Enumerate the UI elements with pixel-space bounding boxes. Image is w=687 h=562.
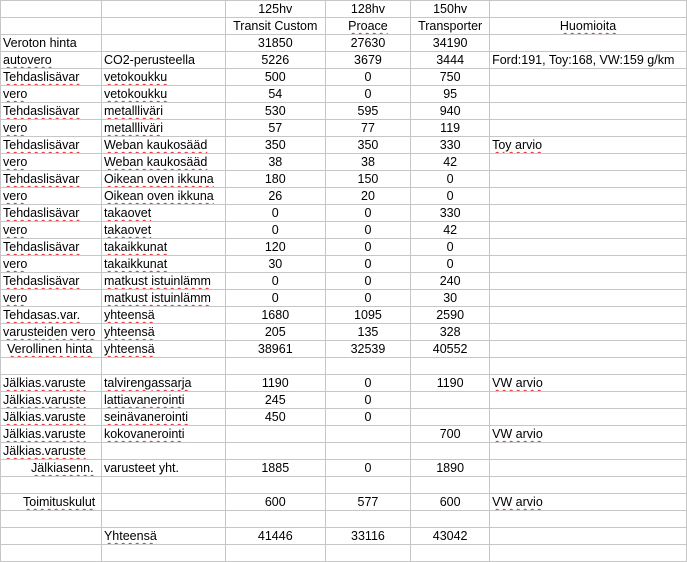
table-row xyxy=(1,494,687,511)
cell-e[interactable]: 42 xyxy=(411,222,490,239)
cell-d[interactable] xyxy=(325,443,411,460)
cell-d[interactable] xyxy=(325,477,411,494)
header-cell-d2[interactable]: Proace xyxy=(325,18,411,35)
cell-b[interactable] xyxy=(101,358,225,375)
cell-c[interactable]: 41446 xyxy=(225,528,325,545)
cell-e[interactable] xyxy=(411,477,490,494)
table-row xyxy=(1,171,687,188)
cell[interactable] xyxy=(1,1,102,18)
header-row-1 xyxy=(1,1,687,18)
cell-a[interactable]: Jälkias.varuste xyxy=(1,375,102,392)
cell-c[interactable]: 450 xyxy=(225,409,325,426)
cell-b[interactable]: seinävanerointi xyxy=(101,409,225,426)
cell-b[interactable] xyxy=(101,511,225,528)
cell-d[interactable] xyxy=(325,426,411,443)
cell-d[interactable]: 0 xyxy=(325,392,411,409)
cell-d[interactable]: 0 xyxy=(325,205,411,222)
cell-e[interactable]: 42 xyxy=(411,154,490,171)
cell-f[interactable] xyxy=(490,256,687,273)
cell-e[interactable] xyxy=(411,545,490,562)
cell-b[interactable] xyxy=(101,494,225,511)
cell-a[interactable]: Tehdaslisävar xyxy=(1,205,102,222)
cell-b[interactable]: takaikkunat xyxy=(101,256,225,273)
cell-d[interactable]: 350 xyxy=(325,137,411,154)
cell-a[interactable]: vero xyxy=(1,188,102,205)
cell-b[interactable]: kokovanerointi xyxy=(101,426,225,443)
cell-c[interactable]: 1680 xyxy=(225,307,325,324)
cell-d[interactable]: 150 xyxy=(325,171,411,188)
cell-b[interactable] xyxy=(101,545,225,562)
cell-a[interactable]: vero xyxy=(1,86,102,103)
cell-c[interactable] xyxy=(225,545,325,562)
cell-f[interactable]: VW arvio xyxy=(490,426,687,443)
table-row xyxy=(1,307,687,324)
cell-a[interactable]: vero xyxy=(1,256,102,273)
table-row xyxy=(1,222,687,239)
cell-e[interactable] xyxy=(411,358,490,375)
table-row xyxy=(1,358,687,375)
cell-f[interactable] xyxy=(490,290,687,307)
cell-a[interactable]: Tehdaslisävar xyxy=(1,137,102,154)
cell-b[interactable]: vetokoukku xyxy=(101,69,225,86)
cell-a[interactable]: Veroton hinta xyxy=(1,35,102,52)
cell-e[interactable]: 43042 xyxy=(411,528,490,545)
cell-a[interactable]: autovero xyxy=(1,52,102,69)
cell-e[interactable]: 0 xyxy=(411,188,490,205)
table-row xyxy=(1,86,687,103)
cell-b[interactable]: matkust istuinlämm xyxy=(101,273,225,290)
cell-e[interactable]: 240 xyxy=(411,273,490,290)
cell-a[interactable] xyxy=(1,477,102,494)
cell-b[interactable] xyxy=(101,477,225,494)
cell-c[interactable]: 30 xyxy=(225,256,325,273)
cell-f[interactable] xyxy=(490,273,687,290)
cell-c[interactable]: 0 xyxy=(225,273,325,290)
cell-e[interactable]: 119 xyxy=(411,120,490,137)
cell-a[interactable]: Tehdaslisävar xyxy=(1,239,102,256)
cell-c[interactable]: 350 xyxy=(225,137,325,154)
cell-f[interactable] xyxy=(490,69,687,86)
cell-c[interactable]: 500 xyxy=(225,69,325,86)
cell-d[interactable]: 595 xyxy=(325,103,411,120)
cell-b[interactable] xyxy=(101,35,225,52)
cell-b[interactable] xyxy=(101,443,225,460)
cell-b[interactable]: metallliväri xyxy=(101,103,225,120)
header-cell-d1[interactable]: 128hv xyxy=(325,1,411,18)
table-row xyxy=(1,256,687,273)
cell-d[interactable]: 33116 xyxy=(325,528,411,545)
header-cell-f2[interactable]: Huomioita xyxy=(490,18,687,35)
cell[interactable] xyxy=(490,1,687,18)
cell-f[interactable] xyxy=(490,120,687,137)
cell-b[interactable]: CO2-perusteella xyxy=(101,52,225,69)
cell-e[interactable]: 0 xyxy=(411,171,490,188)
cell-d[interactable] xyxy=(325,545,411,562)
cell-f[interactable] xyxy=(490,171,687,188)
cell-e[interactable]: 1190 xyxy=(411,375,490,392)
cell-f[interactable] xyxy=(490,86,687,103)
cell-e[interactable]: 750 xyxy=(411,69,490,86)
cell-b[interactable]: varusteet yht. xyxy=(101,460,225,477)
cell-c[interactable]: 5226 xyxy=(225,52,325,69)
cell-f[interactable]: Toy arvio xyxy=(490,137,687,154)
cell-e[interactable]: 34190 xyxy=(411,35,490,52)
cell-a[interactable]: Tehdaslisävar xyxy=(1,273,102,290)
cell-b[interactable]: Weban kaukosääd xyxy=(101,137,225,154)
cell-b[interactable]: metallliväri xyxy=(101,120,225,137)
cell-f[interactable] xyxy=(490,511,687,528)
table-row xyxy=(1,443,687,460)
cell-c[interactable]: 245 xyxy=(225,392,325,409)
cell-c[interactable]: 54 xyxy=(225,86,325,103)
cell-a[interactable]: varusteiden vero xyxy=(1,324,102,341)
cell-f[interactable] xyxy=(490,222,687,239)
cell-c[interactable]: 0 xyxy=(225,205,325,222)
cell-f[interactable] xyxy=(490,545,687,562)
cell-c[interactable] xyxy=(225,511,325,528)
cell-b[interactable]: takaikkunat xyxy=(101,239,225,256)
cell-b[interactable]: talvirengassarja xyxy=(101,375,225,392)
cell[interactable] xyxy=(1,18,102,35)
cell-d[interactable]: 135 xyxy=(325,324,411,341)
header-row-2 xyxy=(1,18,687,35)
header-cell-c1[interactable]: 125hv xyxy=(225,1,325,18)
cell-e[interactable]: 0 xyxy=(411,239,490,256)
cell-b[interactable]: Oikean oven ikkuna xyxy=(101,188,225,205)
table-row xyxy=(1,137,687,154)
cell-b[interactable]: yhteensä xyxy=(101,324,225,341)
cell-a[interactable]: Jälkias.varuste xyxy=(1,426,102,443)
cell-a[interactable]: vero xyxy=(1,222,102,239)
cell-d[interactable]: 577 xyxy=(325,494,411,511)
table-row xyxy=(1,392,687,409)
cell-d[interactable]: 32539 xyxy=(325,341,411,358)
cell-c[interactable] xyxy=(225,443,325,460)
cell-e[interactable]: 40552 xyxy=(411,341,490,358)
table-row xyxy=(1,477,687,494)
cell-d[interactable]: 0 xyxy=(325,239,411,256)
cell-f[interactable]: VW arvio xyxy=(490,375,687,392)
cell-c[interactable]: 26 xyxy=(225,188,325,205)
cell-d[interactable]: 0 xyxy=(325,222,411,239)
cell-c[interactable]: 180 xyxy=(225,171,325,188)
cell-a[interactable]: Jälkiasenn. xyxy=(1,460,102,477)
cell-e[interactable]: 600 xyxy=(411,494,490,511)
cell-e[interactable]: 328 xyxy=(411,324,490,341)
table-row xyxy=(1,120,687,137)
cell-c[interactable] xyxy=(225,358,325,375)
cell-f[interactable] xyxy=(490,205,687,222)
cell-b[interactable]: Yhteensä xyxy=(101,528,225,545)
cell-a[interactable]: Tehdasas.var. xyxy=(1,307,102,324)
cell-c[interactable]: 0 xyxy=(225,222,325,239)
cell-c[interactable]: 205 xyxy=(225,324,325,341)
cell-c[interactable]: 31850 xyxy=(225,35,325,52)
table-row xyxy=(1,188,687,205)
cell-e[interactable]: 940 xyxy=(411,103,490,120)
cell[interactable] xyxy=(101,18,225,35)
cell-a[interactable]: Jälkias.varuste xyxy=(1,409,102,426)
cell-c[interactable]: 120 xyxy=(225,239,325,256)
cell-c[interactable]: 38961 xyxy=(225,341,325,358)
table-row xyxy=(1,341,687,358)
cell-a[interactable]: Tehdaslisävar xyxy=(1,69,102,86)
cell-a[interactable]: vero xyxy=(1,120,102,137)
cell-b[interactable]: vetokoukku xyxy=(101,86,225,103)
cell-a[interactable] xyxy=(1,358,102,375)
cell-b[interactable]: Weban kaukosääd xyxy=(101,154,225,171)
cell-c[interactable]: 38 xyxy=(225,154,325,171)
cell-e[interactable]: 330 xyxy=(411,137,490,154)
cell-e[interactable] xyxy=(411,443,490,460)
cell-f[interactable] xyxy=(490,239,687,256)
cell-f[interactable] xyxy=(490,188,687,205)
cell-c[interactable]: 530 xyxy=(225,103,325,120)
cell-b[interactable]: yhteensä xyxy=(101,307,225,324)
cell-d[interactable]: 1095 xyxy=(325,307,411,324)
cell-f[interactable] xyxy=(490,35,687,52)
table-row xyxy=(1,528,687,545)
cell-f[interactable] xyxy=(490,341,687,358)
cell-e[interactable] xyxy=(411,511,490,528)
cell-a[interactable]: Tehdaslisävar xyxy=(1,171,102,188)
cell-b[interactable]: takaovet xyxy=(101,205,225,222)
cell-e[interactable]: 30 xyxy=(411,290,490,307)
cell-d[interactable] xyxy=(325,358,411,375)
cell-e[interactable]: 3444 xyxy=(411,52,490,69)
table-row xyxy=(1,103,687,120)
cell-a[interactable] xyxy=(1,545,102,562)
cell-f[interactable] xyxy=(490,528,687,545)
cell-d[interactable]: 3679 xyxy=(325,52,411,69)
table-row xyxy=(1,52,687,69)
cell-d[interactable]: 0 xyxy=(325,460,411,477)
cell-e[interactable]: 95 xyxy=(411,86,490,103)
cell-d[interactable]: 0 xyxy=(325,256,411,273)
cell-a[interactable] xyxy=(1,511,102,528)
table-row xyxy=(1,460,687,477)
cell-e[interactable]: 2590 xyxy=(411,307,490,324)
cell-b[interactable]: matkust istuinlämm xyxy=(101,290,225,307)
cell-c[interactable] xyxy=(225,477,325,494)
cell-b[interactable]: yhteensä xyxy=(101,341,225,358)
table-row xyxy=(1,545,687,562)
cell-f[interactable]: Ford:191, Toy:168, VW:159 g/km xyxy=(490,52,687,69)
cell-e[interactable]: 330 xyxy=(411,205,490,222)
cell-a[interactable]: Verollinen hinta xyxy=(1,341,102,358)
header-cell-c2[interactable]: Transit Custom xyxy=(225,18,325,35)
cell-f[interactable] xyxy=(490,358,687,375)
cell-f[interactable] xyxy=(490,154,687,171)
cell-d[interactable]: 27630 xyxy=(325,35,411,52)
cell-b[interactable]: Oikean oven ikkuna xyxy=(101,171,225,188)
cell-b[interactable]: lattiavanerointi xyxy=(101,392,225,409)
cell-d[interactable]: 0 xyxy=(325,375,411,392)
cell-d[interactable]: 38 xyxy=(325,154,411,171)
cell-e[interactable]: 700 xyxy=(411,426,490,443)
cell-f[interactable] xyxy=(490,307,687,324)
cell-a[interactable]: Jälkias.varuste xyxy=(1,392,102,409)
cell-d[interactable]: 0 xyxy=(325,409,411,426)
table-row xyxy=(1,409,687,426)
cell-a[interactable]: Toimituskulut xyxy=(1,494,102,511)
cell-f[interactable]: VW arvio xyxy=(490,494,687,511)
table-row xyxy=(1,239,687,256)
cell[interactable] xyxy=(101,1,225,18)
cell-d[interactable]: 0 xyxy=(325,290,411,307)
cell-f[interactable] xyxy=(490,477,687,494)
cell-a[interactable]: vero xyxy=(1,290,102,307)
cell-c[interactable] xyxy=(225,426,325,443)
cell-a[interactable]: Jälkias.varuste xyxy=(1,443,102,460)
cell-e[interactable] xyxy=(411,409,490,426)
cell-e[interactable]: 0 xyxy=(411,256,490,273)
table-row xyxy=(1,290,687,307)
cell-a[interactable]: vero xyxy=(1,154,102,171)
cell-f[interactable] xyxy=(490,460,687,477)
cell-b[interactable]: takaovet xyxy=(101,222,225,239)
cell-d[interactable]: 0 xyxy=(325,86,411,103)
cell-c[interactable]: 57 xyxy=(225,120,325,137)
cell-d[interactable]: 0 xyxy=(325,273,411,290)
header-cell-e1[interactable]: 150hv xyxy=(411,1,490,18)
table-row xyxy=(1,511,687,528)
table-row xyxy=(1,69,687,86)
cell-f[interactable] xyxy=(490,392,687,409)
table-row xyxy=(1,324,687,341)
cell-d[interactable]: 0 xyxy=(325,69,411,86)
table-row xyxy=(1,426,687,443)
cell-f[interactable] xyxy=(490,443,687,460)
cell-d[interactable] xyxy=(325,511,411,528)
cell-a[interactable]: Tehdaslisävar xyxy=(1,103,102,120)
table-row xyxy=(1,154,687,171)
cell-c[interactable]: 1190 xyxy=(225,375,325,392)
cell-f[interactable] xyxy=(490,324,687,341)
table-row xyxy=(1,205,687,222)
table-row xyxy=(1,273,687,290)
cell-c[interactable]: 1885 xyxy=(225,460,325,477)
cell-e[interactable]: 1890 xyxy=(411,460,490,477)
table-row xyxy=(1,375,687,392)
cell-f[interactable] xyxy=(490,409,687,426)
cell-a[interactable] xyxy=(1,528,102,545)
header-cell-e2[interactable]: Transporter xyxy=(411,18,490,35)
table-row xyxy=(1,35,687,52)
cell-c[interactable]: 0 xyxy=(225,290,325,307)
cell-c[interactable]: 600 xyxy=(225,494,325,511)
cell-f[interactable] xyxy=(490,103,687,120)
cell-d[interactable]: 20 xyxy=(325,188,411,205)
cell-e[interactable] xyxy=(411,392,490,409)
cell-d[interactable]: 77 xyxy=(325,120,411,137)
